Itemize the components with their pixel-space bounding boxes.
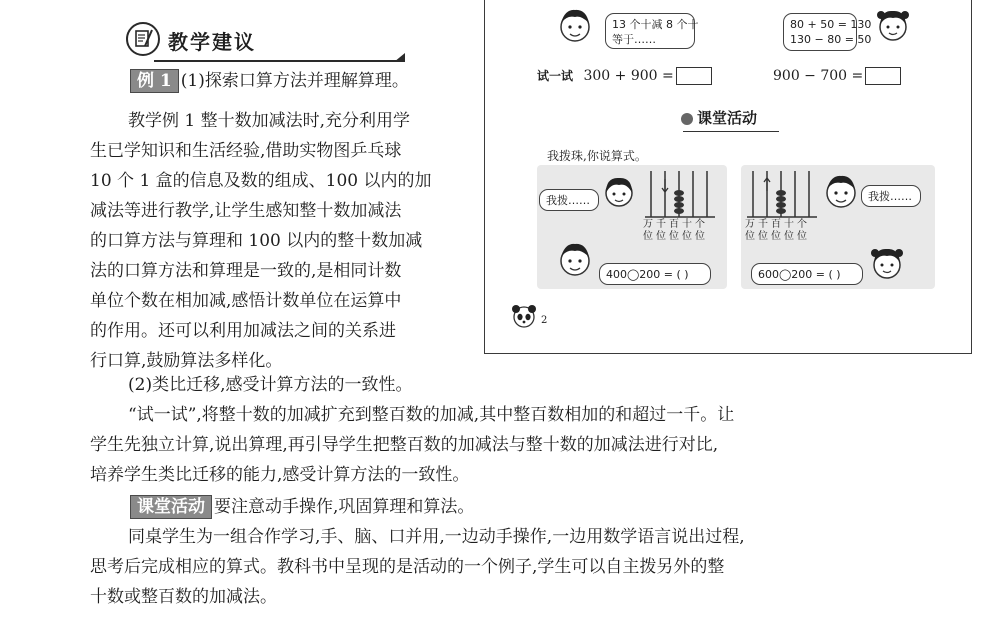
p1-line: 的口算方法与算理和 100 以内的整十数加减 [90, 231, 423, 251]
activity-label: 课堂活动 [130, 495, 212, 519]
place-suffix: 位 [669, 231, 682, 242]
try-equation-2-wrap [773, 67, 901, 85]
activity-heading-textbook [681, 107, 757, 128]
place-value: 百 [669, 219, 682, 230]
place-labels-right [745, 219, 810, 243]
place-suffix: 位 [643, 231, 656, 242]
heading-underline [683, 131, 779, 132]
speech-bubble [783, 13, 872, 51]
p2-line: 学生先独立计算,说出算理,再引导学生把整百数的加减法与整十数的加减法进行对比, [90, 435, 719, 455]
p1-line: 10 个 1 盒的信息及数的组成、100 以内的加 [90, 171, 432, 191]
place-suffix: 位 [682, 231, 695, 242]
try-equation-2: 900 − 700 = [773, 68, 864, 84]
p1-line: 的作用。还可以利用加减法之间的关系进 [90, 321, 396, 341]
section-title: 教学建议 [168, 30, 256, 54]
girl-face-icon [869, 243, 905, 283]
place-suffix: 位 [784, 231, 797, 242]
place-suffix: 位 [771, 231, 784, 242]
place-value: 千 [656, 219, 669, 230]
section-header [126, 22, 286, 62]
flower-icon [681, 113, 693, 125]
try-label: 试一试 [537, 69, 574, 83]
bubble-line: 等于…… [612, 33, 656, 46]
place-value: 十 [682, 219, 695, 230]
place-value: 千 [758, 219, 771, 230]
p3-line: 思考后完成相应的算式。教科书中呈现的是活动的一个例子,学生可以自主拨另外的整 [90, 557, 725, 577]
panda-icon [509, 301, 539, 331]
example-label: 例 1 [130, 69, 179, 93]
paragraph-3 [90, 522, 745, 612]
bubble-line: 130 − 80 = 50 [790, 33, 872, 46]
place-suffix: 位 [695, 231, 708, 242]
equation-bubble-right: 600◯200 = ( ) [751, 263, 863, 285]
p1-line: 单位个数在相加减,感悟计数单位在运算中 [90, 291, 402, 311]
speech-bubble [605, 13, 699, 49]
equation-bubble-left: 400◯200 = ( ) [599, 263, 711, 285]
bubble-line: 80 + 50 = 130 [790, 18, 872, 31]
p1-title: (1)探索口算方法并理解算理。 [180, 71, 409, 91]
boy-face-icon [823, 171, 859, 211]
activity-heading [130, 492, 474, 522]
try-section [537, 67, 712, 85]
p1-line: 生已学知识和生活经验,借助实物图乒乓球 [90, 141, 402, 161]
header-arrow [394, 53, 405, 62]
pencil-notebook-icon [126, 22, 160, 56]
activity-prompt: 我拨珠,你说算式。 [547, 149, 647, 163]
paragraph-2 [90, 400, 734, 490]
p1-line: 减法等进行教学,让学生感知整十数加减法 [90, 201, 402, 221]
textbook-excerpt [484, 0, 972, 354]
p1-line: 行口算,鼓励算法多样化。 [90, 351, 283, 371]
place-suffix: 位 [656, 231, 669, 242]
try-equation-1: 300 + 900 = [583, 68, 674, 84]
p1-line: 教学例 1 整十数加减法时,充分利用学 [128, 111, 411, 131]
place-suffix: 位 [745, 231, 758, 242]
p3-line: 十数或整百数的加减法。 [90, 587, 277, 607]
place-suffix: 位 [758, 231, 771, 242]
girl-face-icon [875, 5, 911, 45]
example-heading [130, 66, 409, 96]
p1-line: 法的口算方法和算理是一致的,是相同计数 [90, 261, 402, 281]
place-value: 个 [695, 219, 708, 230]
answer-box [865, 67, 901, 85]
place-value: 万 [643, 219, 656, 230]
place-value: 万 [745, 219, 758, 230]
boy-face-icon [557, 239, 593, 279]
header-underline [154, 60, 404, 62]
answer-box [676, 67, 712, 85]
boy-face-icon [557, 5, 593, 45]
place-value: 十 [784, 219, 797, 230]
page-number: 2 [541, 315, 548, 326]
paragraph-1 [90, 106, 470, 376]
place-value: 个 [797, 219, 810, 230]
place-value: 百 [771, 219, 784, 230]
place-labels-left [643, 219, 708, 243]
bubble-line: 13 个十减 8 个十 [612, 18, 699, 31]
girl-face-icon [601, 171, 637, 211]
activity-heading-text: 课堂活动 [697, 109, 758, 127]
p3-line: 同桌学生为一组合作学习,手、脑、口并用,一边动手操作,一边用数学语言说出过程, [128, 527, 745, 547]
p2-title: (2)类比迁移,感受计算方法的一致性。 [128, 375, 413, 395]
activity-title: 要注意动手操作,巩固算理和算法。 [214, 497, 475, 517]
speech-bubble: 我拨…… [539, 189, 599, 211]
p2-line: “试一试”,将整十数的加减扩充到整百数的加减,其中整百数相加的和超过一千。让 [128, 405, 735, 425]
place-suffix: 位 [797, 231, 810, 242]
p2-line: 培养学生类比迁移的能力,感受计算方法的一致性。 [90, 465, 470, 485]
speech-bubble: 我拨…… [861, 185, 921, 207]
